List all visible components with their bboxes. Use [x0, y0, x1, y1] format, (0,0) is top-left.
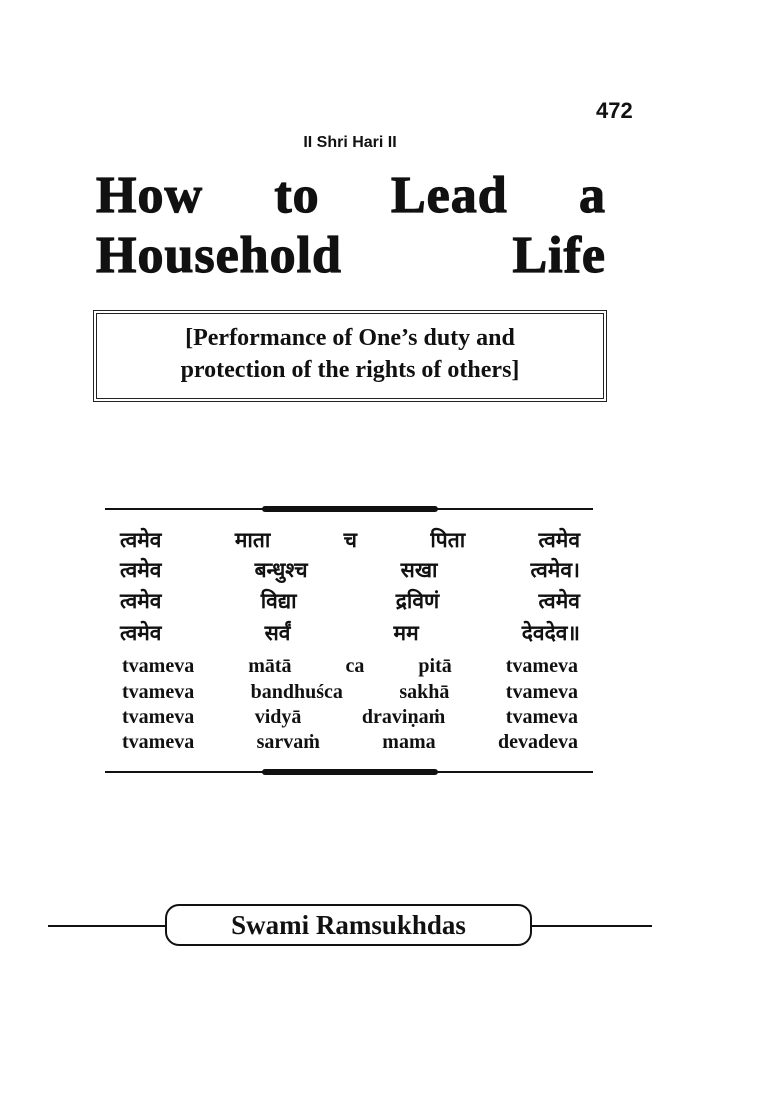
verse-word: devadeva	[497, 731, 578, 753]
verse-devanagari-line	[120, 526, 580, 554]
verse-word: bandhuśca	[250, 681, 343, 703]
verse-word: बन्धुश्च	[254, 558, 308, 582]
ornamental-rule-top	[105, 508, 593, 510]
verse-word: देवदेव॥	[521, 621, 580, 645]
verse-word: मम	[393, 621, 419, 645]
verse-word: tvameva	[505, 706, 578, 728]
verse-word: tvameva	[505, 655, 578, 677]
verse-word: mama	[382, 731, 436, 753]
verse-word: tvameva	[122, 681, 195, 703]
title-line-2: Household Life	[96, 227, 606, 284]
verse-word: त्वमेव	[538, 589, 580, 613]
verse-devanagari-line	[120, 619, 580, 647]
author-rule-left	[48, 925, 166, 927]
verse-transliteration-line	[122, 731, 578, 754]
verse-word: tvameva	[122, 706, 195, 728]
ornamental-rule-bottom	[105, 771, 593, 773]
verse-word: त्वमेव	[120, 558, 162, 582]
verse-word: च	[343, 528, 357, 552]
verse-word: त्वमेव।	[530, 558, 580, 582]
title-line-1: How to Lead a	[96, 167, 606, 224]
subtitle-line-2: protection of the rights of others]	[180, 357, 520, 383]
subtitle-line-1: [Performance of One’s duty and	[185, 325, 515, 351]
verse-word: त्वमेव	[120, 528, 162, 552]
verse-word: sarvaṁ	[256, 731, 320, 753]
verse-word: त्वमेव	[538, 528, 580, 552]
verse-word: tvameva	[122, 731, 195, 753]
author-name: Swami Ramsukhdas	[165, 904, 532, 946]
verse-word: सखा	[400, 558, 438, 582]
verse-word: विद्या	[260, 589, 297, 613]
verse-word: sakhā	[399, 681, 450, 703]
verse-word: पिता	[430, 528, 466, 552]
invocation: II Shri Hari II	[303, 134, 397, 151]
verse-word: vidyā	[254, 706, 302, 728]
verse-word: tvameva	[505, 681, 578, 703]
verse-word: mātā	[248, 655, 292, 677]
verse-word: draviṇaṁ	[361, 706, 446, 728]
subtitle-box	[93, 310, 607, 402]
verse-devanagari-line	[120, 587, 580, 615]
verse-transliteration-line	[122, 706, 578, 729]
page-number: 472	[596, 98, 633, 123]
verse-word: सर्वं	[264, 621, 291, 645]
verse-word: tvameva	[122, 655, 195, 677]
verse-devanagari-line	[120, 556, 580, 584]
verse-word: त्वमेव	[120, 621, 162, 645]
verse-transliteration-line	[122, 681, 578, 704]
verse-word: त्वमेव	[120, 589, 162, 613]
author-rule-right	[532, 925, 652, 927]
verse-transliteration-line	[122, 655, 578, 678]
verse-word: द्रविणं	[395, 589, 440, 613]
verse-word: pitā	[418, 655, 452, 677]
verse-word: माता	[234, 528, 271, 552]
verse-word: ca	[345, 655, 365, 677]
